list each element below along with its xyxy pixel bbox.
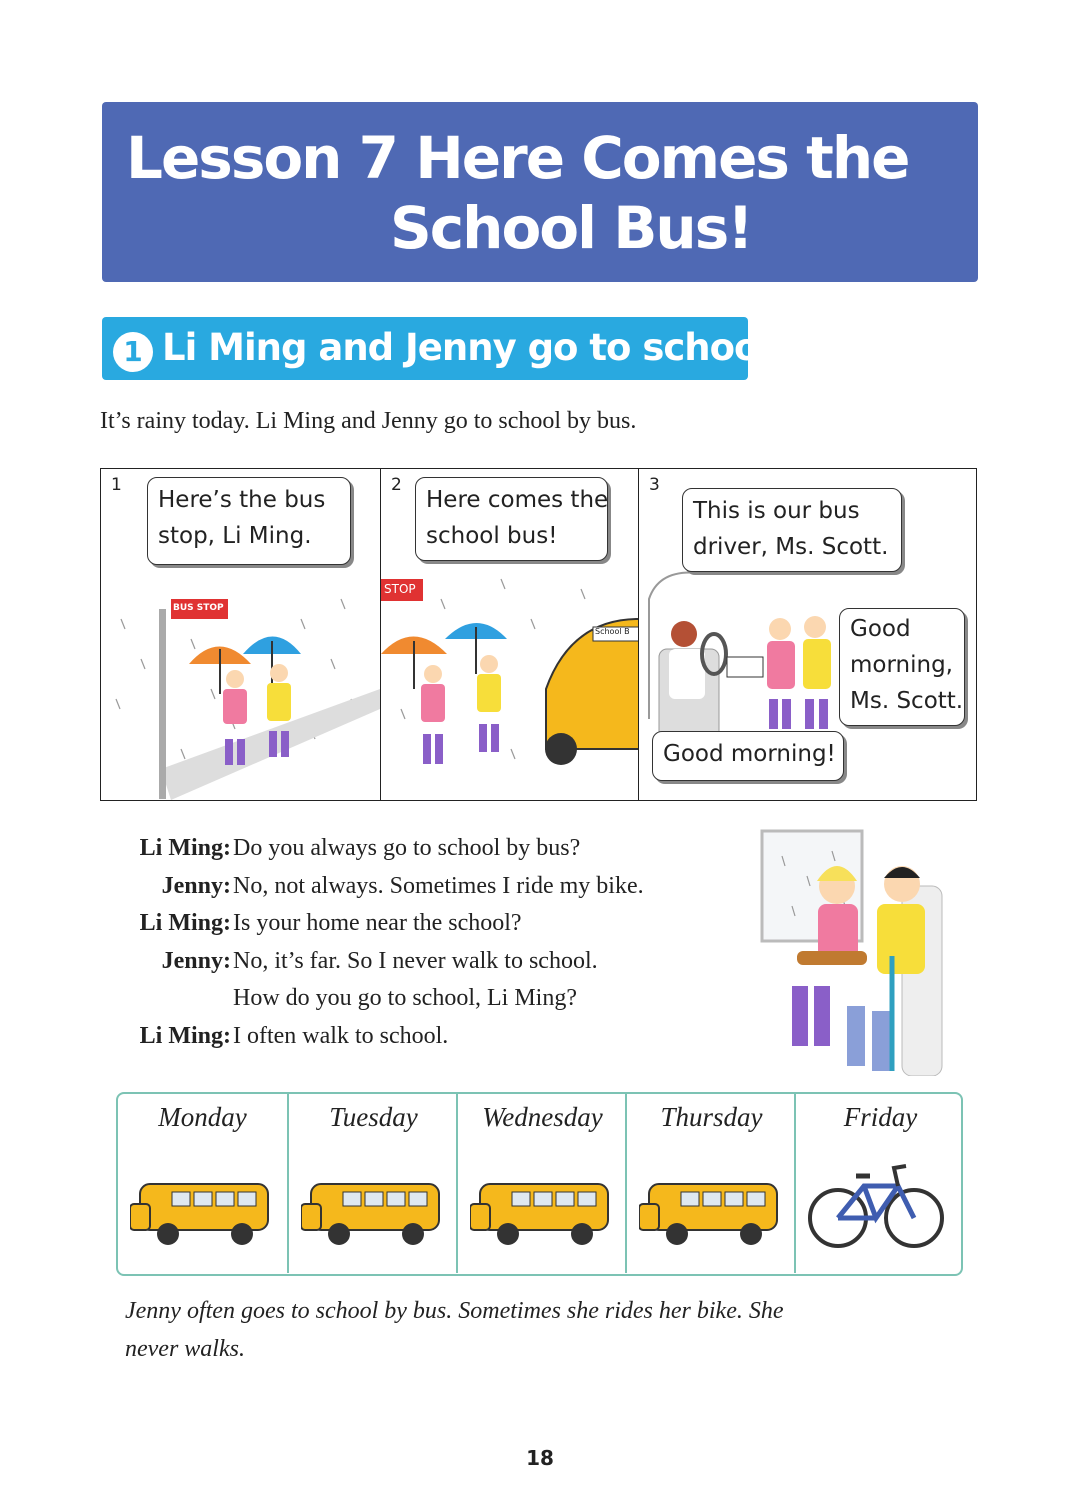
school-bus-icon <box>301 1156 446 1256</box>
speech-line: This is our bus <box>693 498 860 524</box>
speech-bubble <box>839 608 965 726</box>
lesson-title-line2: School Bus! <box>390 194 752 262</box>
speech-line: Good <box>850 616 911 642</box>
summary-text <box>125 1292 965 1368</box>
panel-number: 2 <box>391 475 402 495</box>
speech-line: Good morning! <box>663 741 836 767</box>
school-bus-icon <box>130 1156 275 1256</box>
day-name: Friday <box>843 1102 918 1132</box>
speech-line: Here’s the bus <box>158 487 326 513</box>
speech-line: Ms. Scott. <box>850 688 964 714</box>
line-text: I often walk to school. <box>233 1022 449 1049</box>
speech-bubble <box>652 731 844 781</box>
school-bus-icon <box>470 1156 615 1256</box>
stop-sign-text: STOP <box>384 582 416 596</box>
panel-number: 1 <box>111 475 122 495</box>
bicycle-icon <box>806 1156 951 1256</box>
comic-panel-2 <box>380 469 639 800</box>
lesson-title-line1: Lesson 7 Here Comes the <box>126 124 909 192</box>
day-cell-wednesday <box>456 1094 627 1273</box>
speaker: Jenny: <box>161 947 231 974</box>
speech-line: driver, Ms. Scott. <box>693 534 889 560</box>
intro-text: It’s rainy today. Li Ming and Jenny go to school by bus. <box>100 408 637 434</box>
speech-bubble <box>147 477 351 565</box>
comic-strip <box>100 468 977 801</box>
speech-line: school bus! <box>426 523 558 549</box>
panel-number: 3 <box>649 475 660 495</box>
lesson-title-banner <box>102 102 978 282</box>
day-name: Monday <box>158 1102 247 1132</box>
line-text: No, it’s far. So I never walk to school. <box>233 947 598 974</box>
section-title: Li Ming and Jenny go to school <box>162 326 771 369</box>
section-number: 1 <box>113 332 153 372</box>
day-cell-friday <box>794 1094 965 1273</box>
speech-line: morning, <box>850 652 953 678</box>
speech-line: Here comes the <box>426 487 609 513</box>
summary-line: never walks. <box>125 1336 245 1362</box>
comic-panel-1 <box>101 469 380 800</box>
line-text: Do you always go to school by bus? <box>233 835 581 861</box>
weekly-transport-table <box>116 1092 963 1276</box>
speaker: Li Ming: <box>139 835 231 861</box>
speaker: Li Ming: <box>139 1022 231 1049</box>
line-text: Is your home near the school? <box>233 910 522 936</box>
section-header <box>102 317 771 380</box>
kids-on-bus-illustration <box>752 826 947 1076</box>
day-name: Tuesday <box>329 1102 418 1132</box>
school-bus-icon <box>639 1156 784 1256</box>
summary-line: Jenny often goes to school by bus. Sometimes she rides her bike. She <box>125 1298 784 1324</box>
line-text: How do you go to school, Li Ming? <box>233 985 577 1011</box>
line-text: No, not always. Sometimes I ride my bike. <box>233 872 644 899</box>
speech-bubble <box>682 488 902 572</box>
bus-sign-text: School B <box>595 627 630 636</box>
speaker: Li Ming: <box>139 910 231 936</box>
day-name: Thursday <box>660 1102 763 1132</box>
day-cell-tuesday <box>287 1094 458 1273</box>
speech-line: stop, Li Ming. <box>158 523 312 549</box>
page-number: 18 <box>526 1446 554 1470</box>
day-name: Wednesday <box>482 1102 603 1132</box>
speaker: Jenny: <box>161 872 231 899</box>
day-cell-thursday <box>625 1094 796 1273</box>
day-cell-monday <box>118 1094 287 1273</box>
comic-panel-3 <box>638 469 977 800</box>
speech-bubble <box>415 477 608 561</box>
bus-stop-sign-text: BUS STOP <box>173 603 224 613</box>
